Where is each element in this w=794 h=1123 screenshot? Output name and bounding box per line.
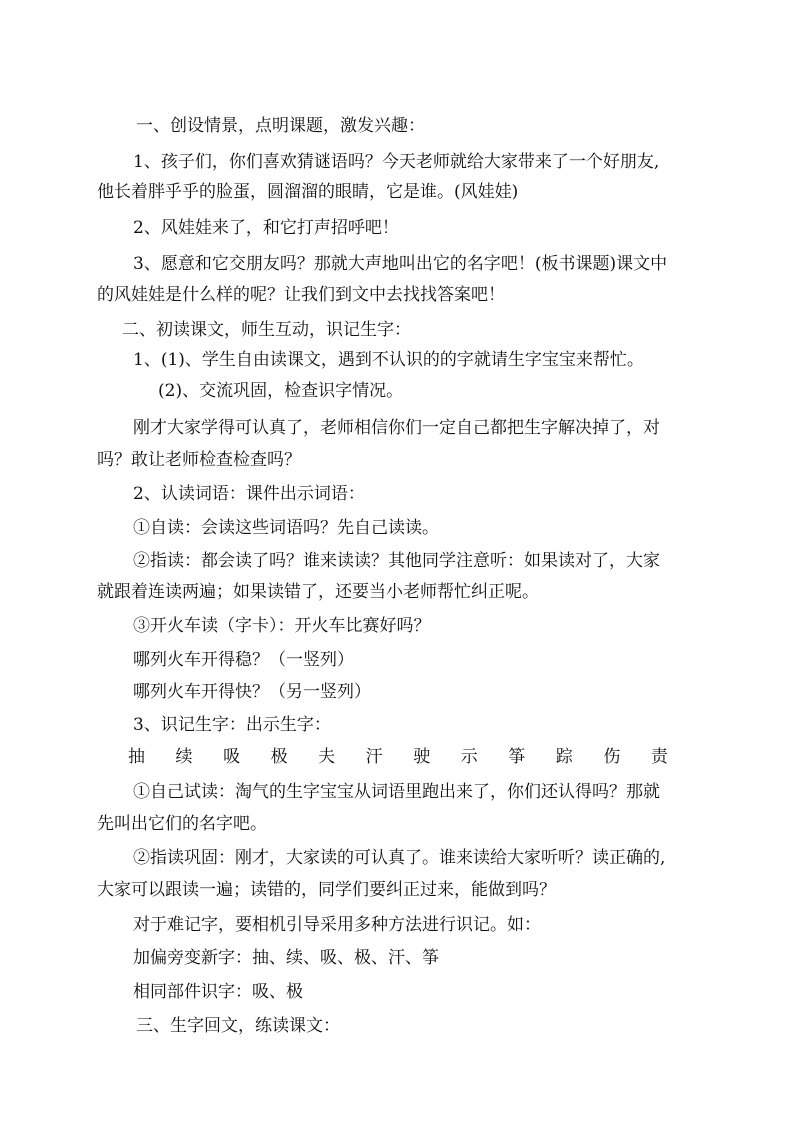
paragraph-line: 相同部件识字：吸、极 xyxy=(133,982,303,1002)
paragraph-line: 他长着胖乎乎的脸蛋，圆溜溜的眼睛，它是谁。(风娃娃) xyxy=(97,182,519,202)
paragraph-line: 吗？敢让老师检查检查吗？ xyxy=(97,450,301,470)
character: 汗 xyxy=(365,747,383,767)
paragraph-line: ①自读：会读这些词语吗？先自己读读。 xyxy=(133,518,439,538)
character: 抽 xyxy=(128,747,145,767)
paragraph-line: ②指读巩固：刚才，大家读的可认真了。谁来读给大家听听？读正确的, xyxy=(133,848,666,868)
character: 驶 xyxy=(413,747,431,767)
character: 吸 xyxy=(223,747,241,767)
paragraph-line: 1、孩子们，你们喜欢猜谜语吗？今天老师就给大家带来了一个好朋友, xyxy=(133,152,660,172)
section-heading-2: 二、初读课文，师生互动，识记生字： xyxy=(122,320,411,340)
paragraph-line: 加偏旁变新字：抽、续、吸、极、汗、筝 xyxy=(133,948,439,968)
paragraph-line: (2)、交流巩固，检查识字情况。 xyxy=(158,381,404,401)
paragraph-line: 先叫出它们的名字吧。 xyxy=(97,814,267,834)
character: 筝 xyxy=(508,747,526,767)
paragraph-line: 2、认读词语：课件出示词语： xyxy=(133,484,365,504)
paragraph-line: 大家可以跟读一遍；读错的，同学们要纠正过来，能做到吗？ xyxy=(97,880,556,900)
paragraph-line: 的风娃娃是什么样的呢？让我们到文中去找找答案吧！ xyxy=(97,285,505,305)
section-heading-3: 三、生字回文，练读课文： xyxy=(136,1016,340,1036)
paragraph-line: 3、愿意和它交朋友吗？那就大声地叫出它的名字吧！(板书课题)课文中 xyxy=(133,254,668,274)
paragraph-line: 哪列火车开得稳？（一竖列） xyxy=(133,650,354,670)
paragraph-line: 对于难记字，要相机引导采用多种方法进行识记。如： xyxy=(133,915,541,935)
paragraph-line: ②指读：都会读了吗？谁来读读？其他同学注意听：如果读对了，大家 xyxy=(133,551,660,571)
paragraph-line: 1、(1)、学生自由读课文，遇到不认识的的字就请生字宝宝来帮忙。 xyxy=(133,350,644,370)
character: 夫 xyxy=(318,747,336,767)
paragraph-line: ③开火车读（字卡）：开火车比赛好吗？ xyxy=(133,616,431,636)
paragraph-line: 就跟着连读两遍；如果读错了，还要当小老师帮忙纠正呢。 xyxy=(97,582,539,602)
new-characters-row xyxy=(128,747,668,769)
character: 踪 xyxy=(555,747,573,767)
character: 示 xyxy=(460,747,478,767)
section-heading-1: 一、创设情景，点明课题，激发兴趣： xyxy=(136,116,425,136)
character: 伤 xyxy=(603,747,621,767)
paragraph-line: 3、识记生字：出示生字： xyxy=(133,715,331,735)
character: 极 xyxy=(270,747,288,767)
character: 责 xyxy=(650,747,668,767)
paragraph-line: 2、风娃娃来了，和它打声招呼吧！ xyxy=(133,218,399,238)
paragraph-line: ①自己试读：淘气的生字宝宝从词语里跑出来了，你们还认得吗？那就 xyxy=(133,782,660,802)
paragraph-line: 刚才大家学得可认真了，老师相信你们一定自己都把生字解决掉了，对 xyxy=(133,418,660,438)
paragraph-line: 哪列火车开得快？（另一竖列） xyxy=(133,682,371,702)
character: 续 xyxy=(175,747,193,767)
